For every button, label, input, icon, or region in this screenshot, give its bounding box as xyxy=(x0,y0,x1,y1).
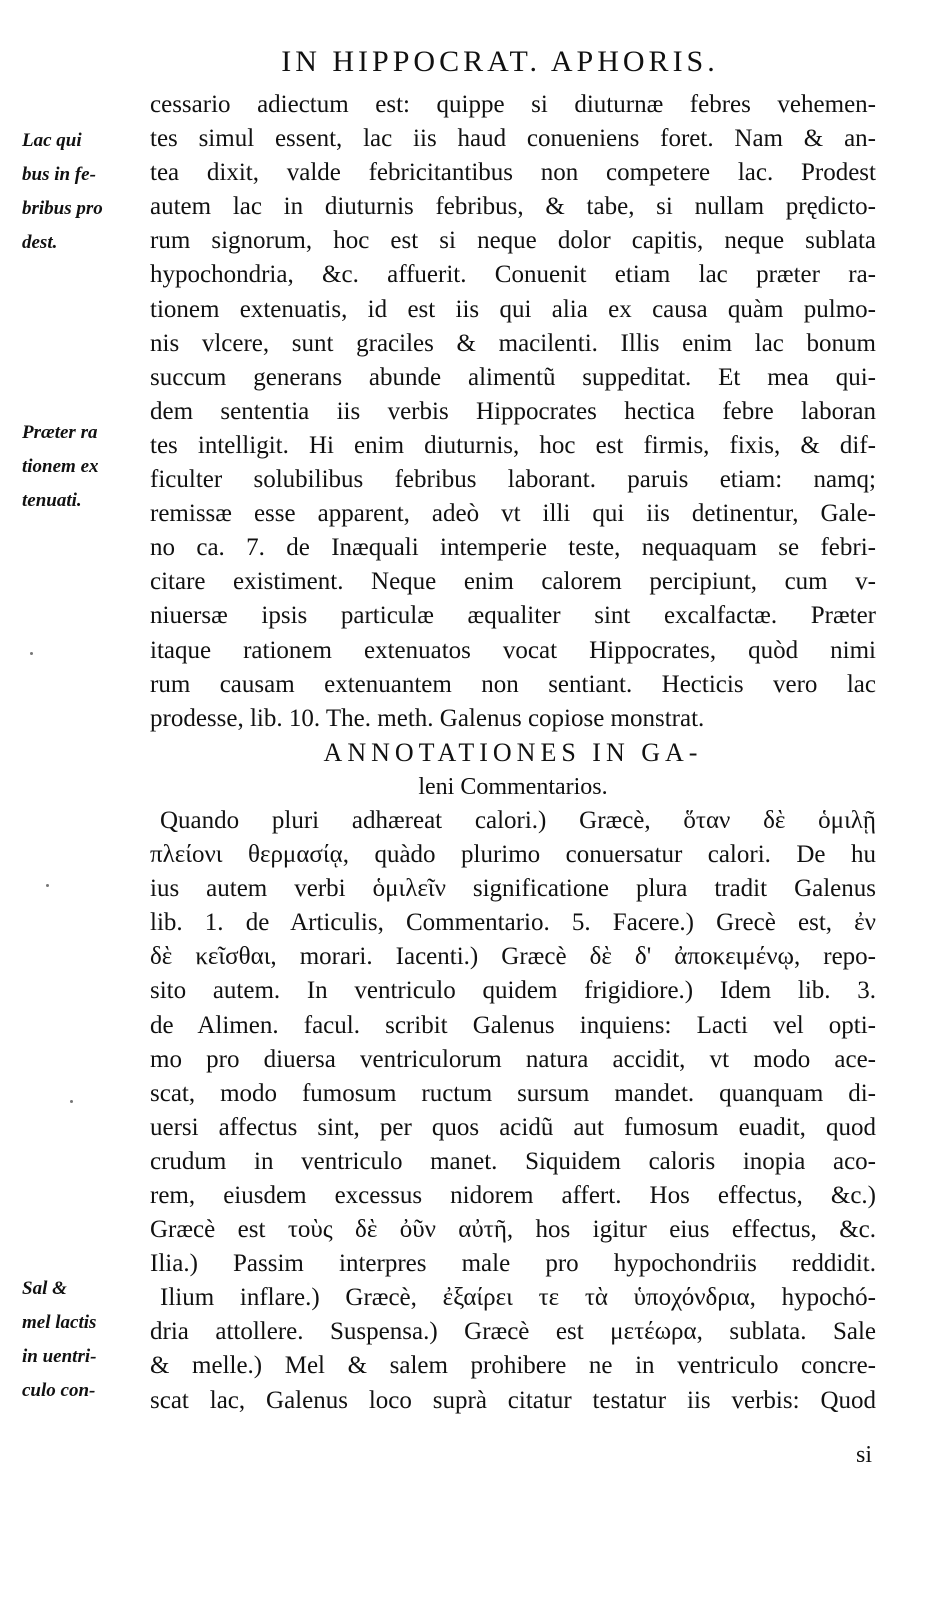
annotation-line: & melle.) Mel & salem prohibere ne in ventriculo concre- xyxy=(150,1352,876,1380)
annotation-line: δὲ κεῖσθαι, morari. Iacenti.) Græcè δὲ δ' ἀποκειμένῳ, repo- xyxy=(150,943,876,971)
annotation-line: dria attollere. Suspensa.) Græcè est μετέωρα, sublata. Sale xyxy=(150,1318,876,1346)
text-line: cessario adiectum est: quippe si diuturnæ febres vehemen- xyxy=(150,91,876,118)
text-line: rum signorum, hoc est si neque dolor capitis, neque sublata xyxy=(150,227,876,255)
annotation-line: crudum in ventriculo manet. Siquidem caloris inopia aco- xyxy=(150,1147,876,1175)
text-line: remissæ esse apparent, adeò vt illi qui iis detinentur, Gale- xyxy=(150,500,876,528)
margin-note-line: Lac qui xyxy=(22,130,82,151)
annotation-line: Græcè est τοὺς δὲ ὀῦν αὐτῆ, hos igitur eius effectus, &c. xyxy=(150,1216,876,1244)
annotation-line: de Alimen. facul. scribit Galenus inquiens: Lacti vel opti- xyxy=(150,1011,876,1039)
margin-note-line: dest. xyxy=(22,232,58,254)
annotation-line: lib. 1. de Articulis, Commentario. 5. Facere.) Grecè est, ἐν xyxy=(150,909,876,937)
text-line: rum causam extenuantem non sentiant. Hecticis vero lac xyxy=(150,670,876,698)
paper-speck xyxy=(30,652,33,655)
annotation-line: Quando pluri adhæreat calori.) Græcè, ὅταν δὲ ὁμιλῇ xyxy=(160,806,876,834)
margin-note-line: bribus pro xyxy=(22,198,103,220)
text-line: hypochondria, &c. affuerit. Conuenit etiam lac præter ra- xyxy=(150,261,876,289)
section-heading: ANNOTATIONES IN GA- xyxy=(323,737,703,767)
margin-note-line: in uentri- xyxy=(22,1346,97,1368)
margin-note-line: mel lactis xyxy=(22,1312,97,1334)
margin-note-line: tenuati. xyxy=(22,490,82,512)
running-head: IN HIPPOCRAT. APHORIS. xyxy=(281,45,719,78)
margin-note-line: culo con- xyxy=(22,1380,96,1402)
annotation-line: Ilium inflare.) Græcè, ἐξαίρει τε τὰ ὑποχόνδρια, hypochó- xyxy=(160,1284,876,1312)
annotation-line: scat, modo fumosum ructum sursum mandet. quanquam di- xyxy=(150,1079,876,1107)
annotation-line: πλείονι θερμασίᾳ, quàdo plurimo conuersatur calori. De hu xyxy=(150,841,876,869)
text-line: succum generans abunde alimentũ suppeditat. Et mea qui- xyxy=(150,363,876,391)
text-line: tes simul essent, lac iis haud conueniens foret. Nam & an- xyxy=(150,125,876,153)
text-line: no ca. 7. de Inæquali intemperie teste, nequaquam se febri- xyxy=(150,534,876,562)
text-line: citare existiment. Neque enim calorem percipiunt, cum v- xyxy=(150,568,876,596)
margin-note xyxy=(22,124,144,260)
text-line: nis vlcere, sunt graciles & macilenti. Illis enim lac bonum xyxy=(150,329,876,357)
text-line: niuersæ ipsis particulæ æqualiter sint excalfactæ. Præter xyxy=(150,602,876,630)
margin-note-line: bus in fe- xyxy=(22,164,96,186)
paper-speck xyxy=(70,1100,73,1103)
annotation-line: Ilia.) Passim interpres male pro hypochondriis reddidit. xyxy=(150,1250,876,1278)
margin-note-line: tionem ex xyxy=(22,456,99,478)
text-line: tionem extenuatis, id est iis qui alia ex causa quàm pulmo- xyxy=(150,295,876,323)
margin-note-line: Sal & xyxy=(22,1278,67,1299)
text-line: ficulter solubilibus febribus laborant. paruis etiam: namq; xyxy=(150,466,876,494)
text-line: prodesse, lib. 10. The. meth. Galenus copiose monstrat. xyxy=(150,704,705,732)
main-text xyxy=(150,88,876,1418)
catchword: si xyxy=(856,1442,873,1468)
margin-note-line: Præter ra xyxy=(22,422,98,443)
annotation-line: ius autem verbi ὁμιλεῖν significatione plura tradit Galenus xyxy=(150,875,876,903)
annotation-line: rem, eiusdem excessus nidorem affert. Hos effectus, &c.) xyxy=(150,1182,876,1209)
annotation-line: scat lac, Galenus loco suprà citatur testatur iis verbis: Quod xyxy=(150,1386,876,1414)
text-line: dem sententia iis verbis Hippocrates hectica febre laboran xyxy=(150,397,876,425)
margin-note xyxy=(22,1272,144,1408)
paper-speck xyxy=(46,884,49,887)
text-line: tes intelligit. Hi enim diuturnis, hoc est firmis, fixis, & dif- xyxy=(150,431,876,459)
annotation-line: uersi affectus sint, per quos acidũ aut fumosum euadit, quod xyxy=(150,1113,876,1141)
margin-note xyxy=(22,416,144,518)
annotation-line: mo pro diuersa ventriculorum natura accidit, vt modo ace- xyxy=(150,1045,876,1073)
annotation-line: sito autem. In ventriculo quidem frigidiore.) Idem lib. 3. xyxy=(150,977,876,1005)
text-line: itaque rationem extenuatos vocat Hippocrates, quòd nimi xyxy=(150,636,876,664)
text-line: tea dixit, valde febricitantibus non competere lac. Prodest xyxy=(150,159,876,187)
section-subheading: leni Commentarios. xyxy=(418,773,608,800)
text-line: autem lac in diuturnis febribus, & tabe, si nullam prędicto- xyxy=(150,193,876,221)
